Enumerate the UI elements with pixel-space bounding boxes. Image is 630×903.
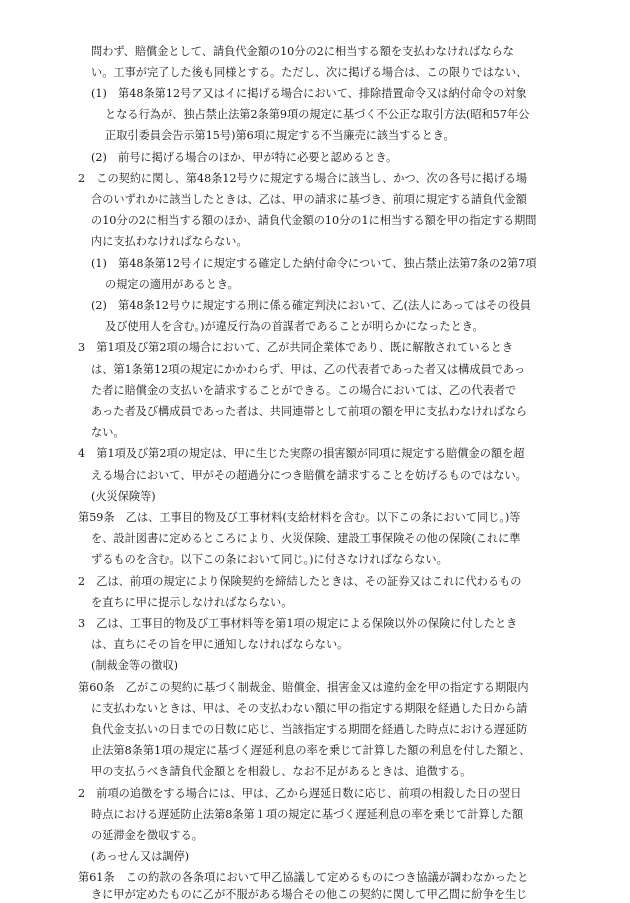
text-line: 合のいずれかに該当したときは、乙は、甲の請求に基づき、前項に規定する請負代金額 xyxy=(91,193,527,206)
text-line: (2) 第48条12号ウに規定する刑に係る確定判決において、乙(法人にあってはその役員 xyxy=(91,299,531,312)
text-line: の10分の2に相当する額のほか、請負代金額の10分の1に相当する額を甲の指定する期間 xyxy=(91,214,537,227)
text-line: 2 この契約に関し、第48条12号ウに規定する場合に該当し、かつ、次の各号に掲げる場 xyxy=(78,172,528,185)
text-line: 3 第1項及び第2項の場合において、乙が共同企業体であり、既に解散されているとき xyxy=(78,341,514,354)
text-line: 正取引委員会告示第15号)第6項に規定する不当廉売に該当するとき。 xyxy=(105,129,455,142)
text-line: 及び使用人を含む。)が違反行為の首謀者であることが明らかになったとき。 xyxy=(105,320,484,333)
text-line: (2) 前号に掲げる場合のほか、甲が特に必要と認めるとき。 xyxy=(91,151,398,164)
text-line: (1) 第48条第12号ア又はイに掲げる場合において、排除措置命令又は納付命令の対象 xyxy=(91,87,527,100)
text-line: 4 第1項及び第2項の規定は、甲に生じた実際の損害額が同項に規定する賠償金の額を超 xyxy=(78,447,525,460)
text-line: は、直ちにその旨を甲に通知しなければならない。 xyxy=(91,638,349,651)
text-line: (1) 第48条第12号イに規定する確定した納付命令について、独占禁止法第7条の2第7項 xyxy=(91,257,537,270)
text-line: 第59条 乙は、工事目的物及び工事材料(支給材料を含む。以下この条において同じ。)等 xyxy=(78,511,521,524)
text-line: 第60条 乙がこの契約に基づく制裁金、賠償金、損害金又は違約金を甲の指定する期限内 xyxy=(78,681,529,694)
text-line: 2 前項の追徴をする場合には、甲は、乙から遅延日数に応じ、前項の相殺した日の翌日 xyxy=(78,787,522,800)
text-line: きに甲が定めたものに乙が不服がある場合その他この契約に関して甲乙間に紛争を生じ xyxy=(91,888,528,901)
text-line: (あっせん又は調停) xyxy=(91,850,190,863)
text-line: 時点における遅延防止法第8条第１項の規定に基づく遅延利息の率を乗じて計算した額 xyxy=(91,808,524,821)
text-line: 2 乙は、前項の規定により保険契約を締結したときは、その証券又はこれに代わるもの xyxy=(78,575,522,588)
text-line: は、第1条第12項の規定にかかわらず、甲は、乙の代表者であった者又は構成員であっ xyxy=(91,363,526,376)
text-line: い。工事が完了した後も同様とする。ただし、次に掲げる場合は、この限りではない、 xyxy=(91,66,528,79)
text-line: を直ちに甲に提示しなければならない。 xyxy=(91,596,293,609)
text-line: 内に支払わなければならない。 xyxy=(91,235,248,248)
text-line: 問わず、賠償金として、請負代金額の10分の2に相当する額を支払わなければならな xyxy=(91,45,514,58)
text-line: に支払わないときは、甲は、その支払わない額に甲の指定する期限を経過した日から請 xyxy=(91,702,528,715)
text-line: 甲の支払うべき請負代金額とを相殺し、なお不足があるときは、追徴する。 xyxy=(91,765,472,778)
text-line: 第61条 この約款の各条項において甲乙協議して定めるものにつき協議が調わなかったと xyxy=(78,871,529,884)
text-line: ずるものを含む。以下この条において同じ。)に付さなければならない。 xyxy=(91,553,448,566)
text-line: える場合において、甲がその超過分につき賠償を請求することを妨げるものではない。 xyxy=(91,469,527,482)
text-line: あった者及び構成員であった者は、共同連帯として前項の額を甲に支払わなければなら xyxy=(91,405,528,418)
text-line: (火災保険等) xyxy=(91,490,156,503)
text-line: 負代金支払いの日までの日数に応じ、当該指定する期間を経過した時点における遅延防 xyxy=(91,723,528,736)
text-line: を、設計図書に定めるところにより、火災保険、建設工事保険その他の保険(これに準 xyxy=(91,532,521,545)
text-line: 3 乙は、工事目的物及び工事材料等を第1項の規定による保険以外の保険に付したとき xyxy=(78,617,518,630)
text-line: た者に賠償金の支払いを請求することができる。この場合においては、乙の代表者で xyxy=(91,384,517,397)
text-line: (制裁金等の徴収) xyxy=(91,659,179,672)
text-line: ない。 xyxy=(91,426,125,439)
text-line: 止法第8条第1項の規定に基づく遅延利息の率を乗じて計算した額の利息を付した額と、 xyxy=(91,744,531,757)
text-line: となる行為が、独占禁止法第2条第9項の規定に基づく不公正な取引方法(昭和57年公 xyxy=(105,108,530,121)
text-line: の延滞金を徴収する。 xyxy=(91,829,203,842)
text-line: の規定の適用があるとき。 xyxy=(105,278,239,291)
